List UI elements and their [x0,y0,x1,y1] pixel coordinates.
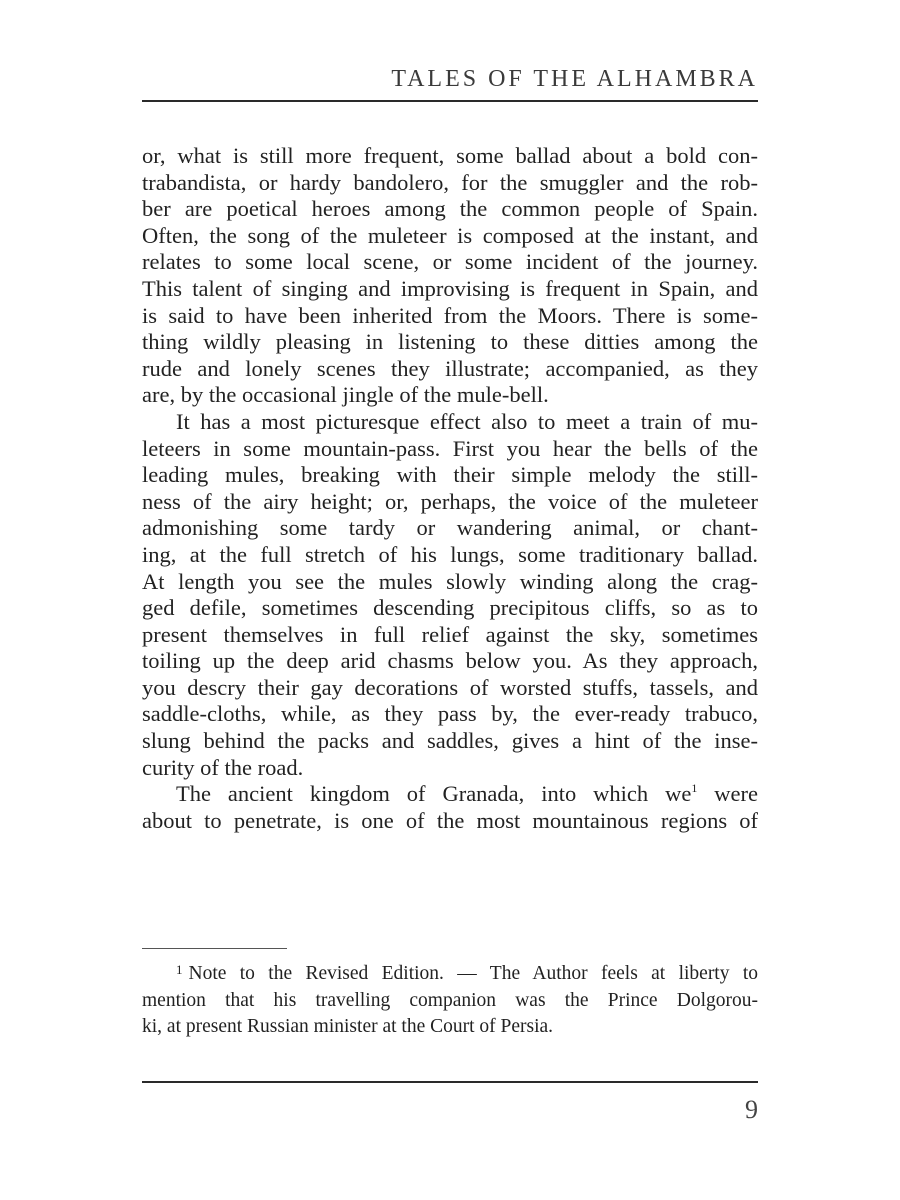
text-line: ing, at the full stretch of his lungs, some traditionary ballad. [142,541,758,567]
header-rule [142,100,758,102]
body-text [142,143,758,834]
text-line: present themselves in full relief against the sky, sometimes [142,621,758,647]
paragraph [142,409,758,781]
text-line: At length you see the mules slowly winding along the crag- [142,568,758,594]
text-line: relates to some local scene, or some incident of the journey. [142,249,758,275]
running-head: TALES OF THE ALHAMBRA [391,66,758,92]
page-number: 9 [745,1095,758,1124]
text-line: are, by the occasional jingle of the mule-bell. [142,382,549,408]
footnote-line: mention that his travelling companion was the Prince Dolgorou- [142,989,758,1011]
text-line: toiling up the deep arid chasms below you. As they approach, [142,648,758,674]
text-line: It has a most picturesque effect also to meet a train of mu- [176,408,758,434]
text-line: ged defile, sometimes descending precipitous cliffs, so as to [142,595,758,621]
footnote-number: 1 [176,962,183,977]
text-line: slung behind the packs and saddles, gives a hint of the inse- [142,728,758,754]
text-line: rude and lonely scenes they illustrate; accompanied, as they [142,355,758,381]
text-line: or, what is still more frequent, some ballad about a bold con- [142,143,758,168]
text-line: you descry their gay decorations of worsted stuffs, tassels, and [142,674,758,700]
text-line: saddle-cloths, while, as they pass by, the ever-ready trabuco, [142,701,758,727]
text-line: trabandista, or hardy bandolero, for the smuggler and the rob- [142,169,758,195]
paragraph [142,781,758,834]
paragraph [142,143,758,409]
text-line: leading mules, breaking with their simple melody the still- [142,462,758,488]
footnote-line: ki, at present Russian minister at the Court of Persia. [142,1016,554,1037]
text-line: Often, the song of the muleteer is composed at the instant, and [142,222,758,248]
text-line: ness of the airy height; or, perhaps, the voice of the muleteer [142,488,758,514]
footnote-reference[interactable]: 1 [691,781,698,796]
text-fragment: The ancient kingdom of Granada, into which we [176,781,692,807]
text-line: thing wildly pleasing in listening to these ditties among the [142,329,758,355]
text-line: This talent of singing and improvising is frequent in Spain, and [142,275,758,301]
text-line: is said to have been inherited from the Moors. There is some- [142,302,758,328]
footnote-rule [142,948,287,949]
text-line [142,781,758,808]
text-fragment: Note to the Revised Edition. — The Author feels at liberty to [188,963,758,984]
text-line: admonishing some tardy or wandering animal, or chant- [142,515,758,541]
text-line: curity of the road. [142,754,304,780]
text-line: leteers in some mountain-pass. First you hear the bells of the [142,435,758,461]
footnote [142,957,758,1041]
footnote-line [142,957,758,988]
footer-rule [142,1081,758,1083]
text-line: about to penetrate, is one of the most mountainous regions of [142,807,758,833]
text-line: ber are poetical heroes among the common people of Spain. [142,196,758,222]
text-fragment: were [697,781,758,807]
